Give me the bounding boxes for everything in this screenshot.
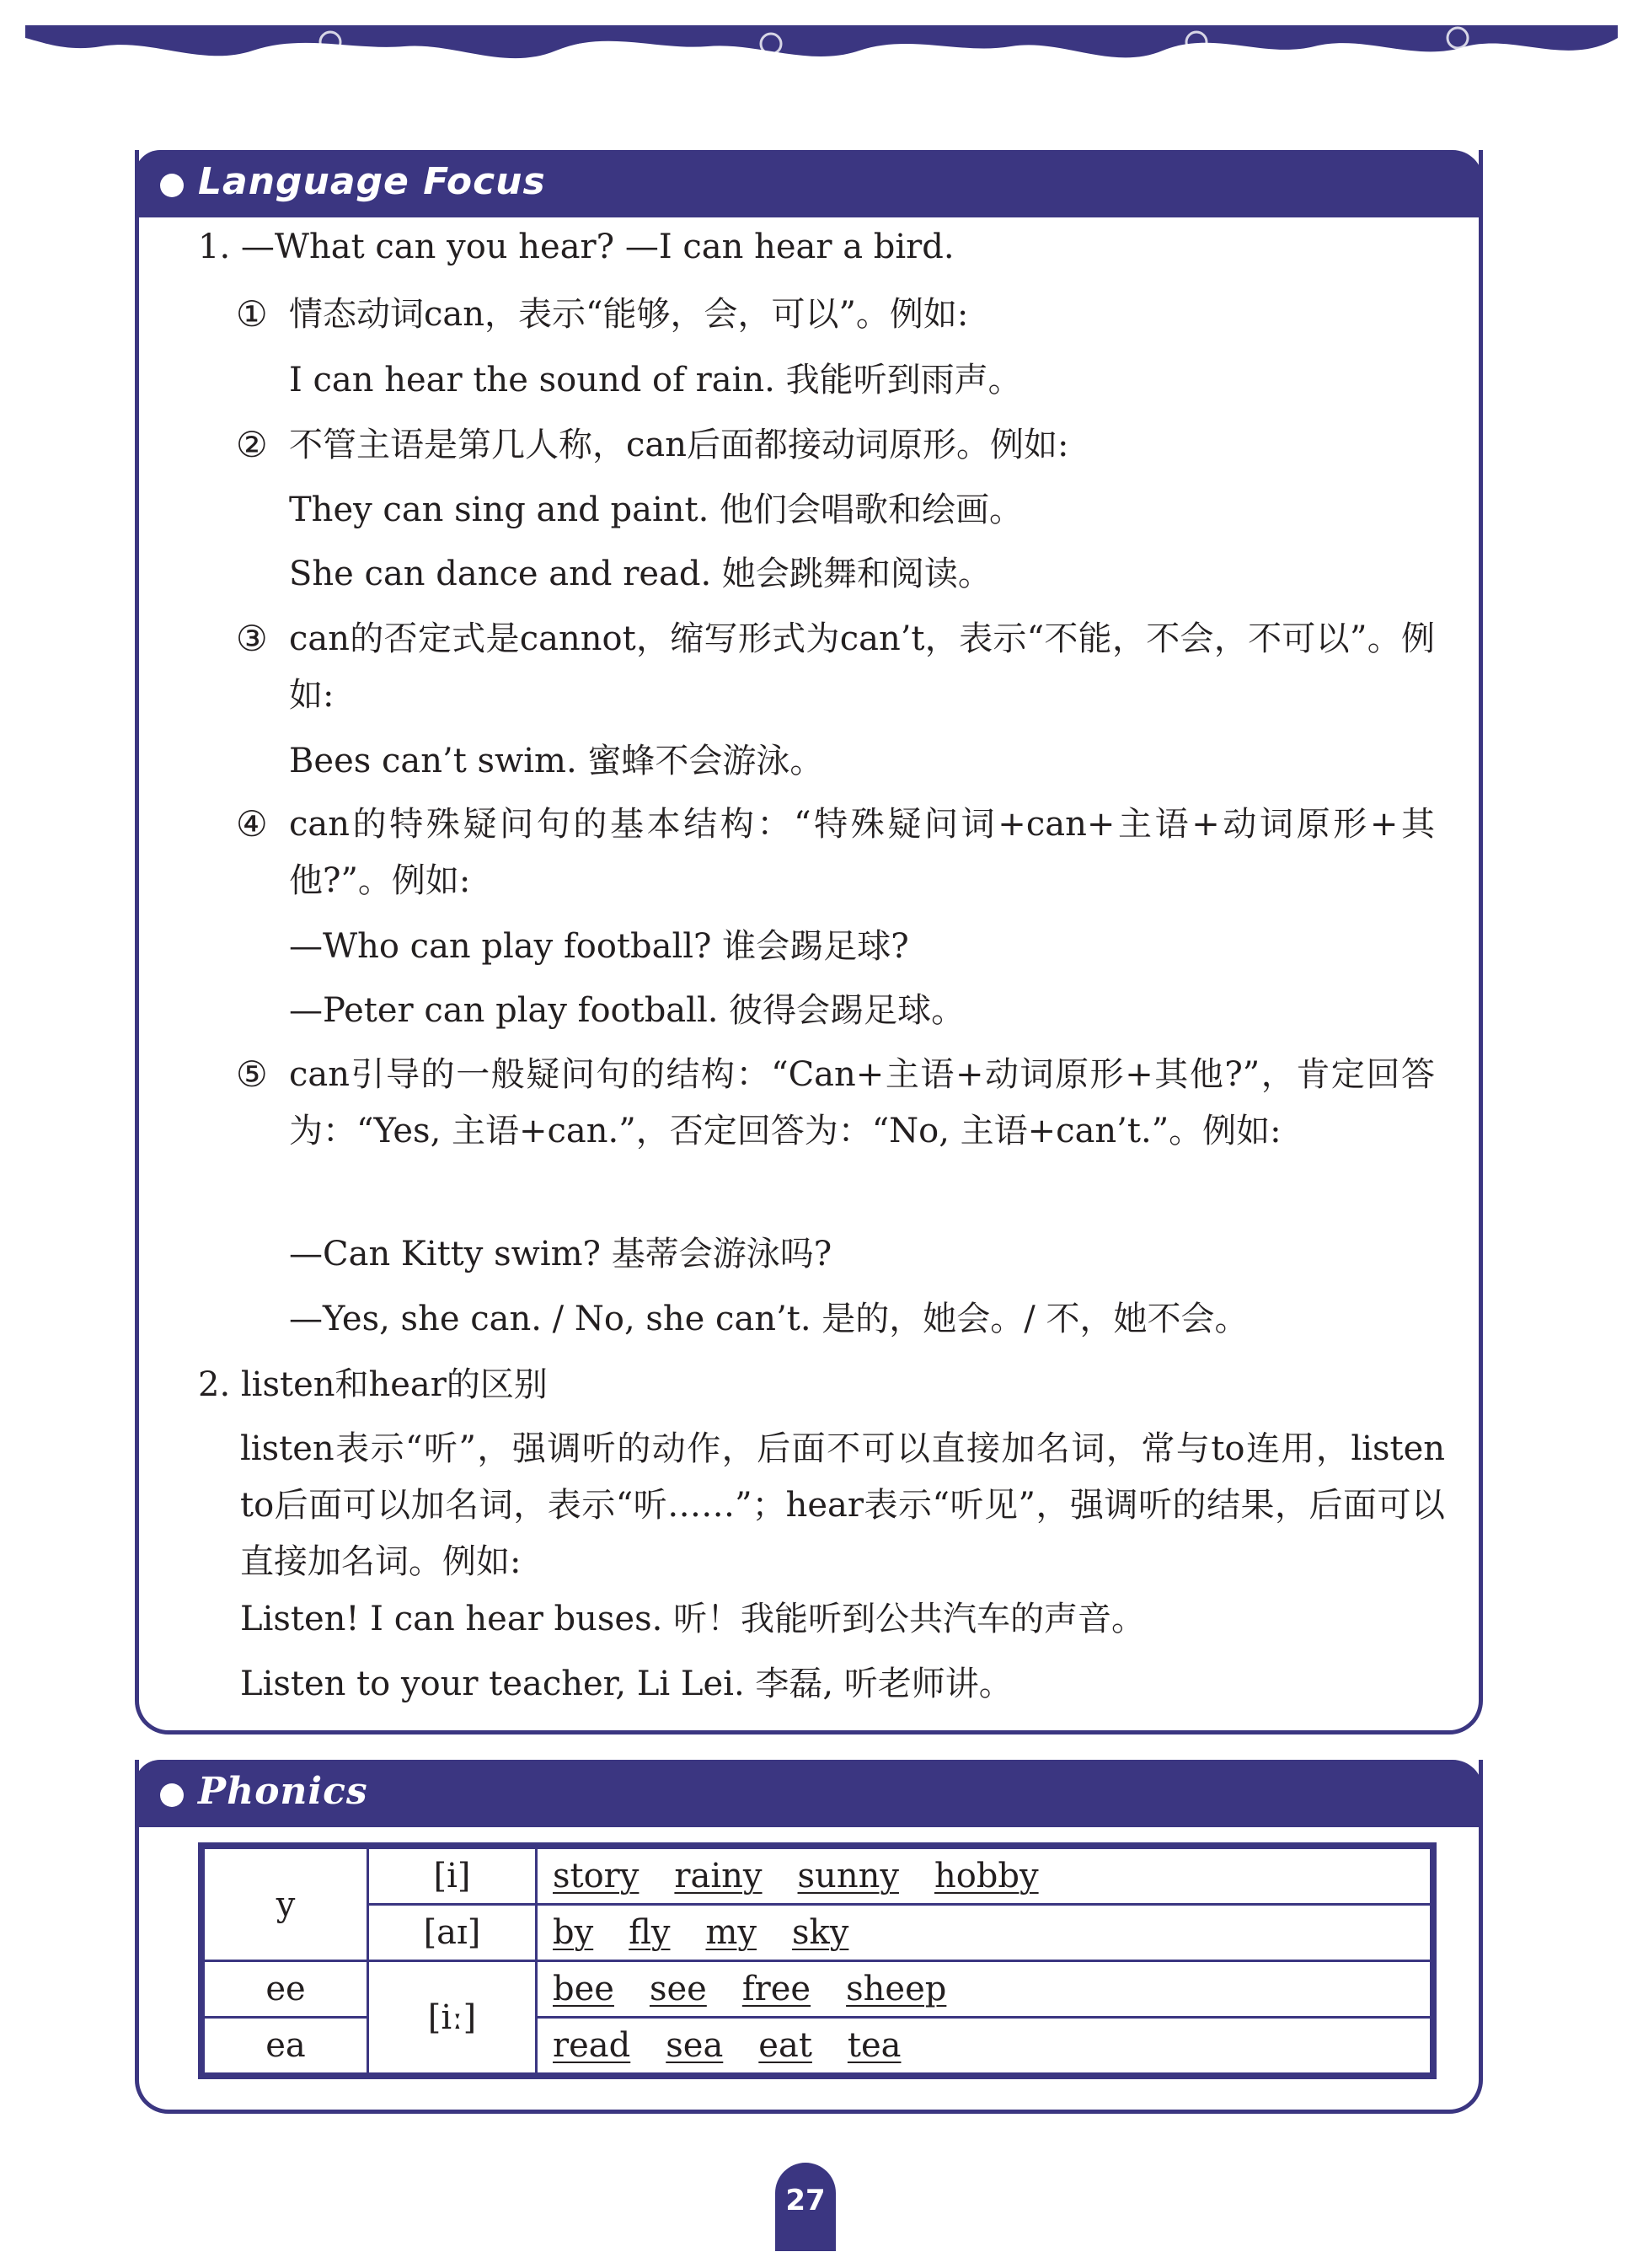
- circle-number-4: ④: [236, 803, 268, 844]
- table-row: [204, 1905, 1432, 1961]
- word: by: [553, 1913, 594, 1952]
- phonics-table: [202, 1847, 1432, 2075]
- language-focus-title: Language Focus: [198, 160, 546, 203]
- phonics-header: [135, 1760, 1483, 1827]
- sound-cell: [iː]: [368, 1961, 537, 2074]
- language-focus-header: [135, 150, 1483, 217]
- letter-cell: ee: [204, 1961, 368, 2018]
- focus-line-7: can的否定式是cannot，缩写形式为can’t，表示“不能，不会，不可以”。例如:: [289, 619, 1435, 715]
- circle-number-3: ③: [236, 618, 268, 659]
- letter-cell: ea: [204, 2018, 368, 2074]
- top-decorative-band: [0, 0, 1643, 76]
- word: free: [741, 1970, 811, 2008]
- word: sea: [666, 2026, 724, 2065]
- sound-cell: [i]: [368, 1848, 537, 1905]
- focus-line-11: —Peter can play football. 彼得会踢足球。: [289, 991, 966, 1030]
- focus-line-4: 不管主语是第几人称，can后面都接动词原形。例如:: [289, 426, 1069, 464]
- focus-line-17: Listen! I can hear buses. 听！我能听到公共汽车的声音。: [240, 1600, 1146, 1638]
- words-cell: [537, 1905, 1432, 1961]
- focus-line-10: —Who can play football? 谁会踢足球?: [289, 927, 909, 966]
- circle-number-2: ②: [236, 424, 268, 465]
- sound-cell: [aɪ]: [368, 1905, 537, 1961]
- word: sheep: [846, 1970, 947, 2008]
- word: sunny: [797, 1857, 899, 1895]
- words-cell: [537, 1961, 1432, 2018]
- phonics-panel: [135, 1760, 1483, 2114]
- bullet-dot-icon: [160, 174, 184, 197]
- language-focus-panel: [135, 150, 1483, 1735]
- word: read: [553, 2026, 631, 2065]
- focus-line-3: I can hear the sound of rain. 我能听到雨声。: [289, 361, 1022, 399]
- bullet-dot-icon: [160, 1783, 184, 1807]
- word: rainy: [674, 1857, 763, 1895]
- word: bee: [553, 1970, 614, 2008]
- focus-line-8: Bees can’t swim. 蜜蜂不会游泳。: [289, 742, 824, 780]
- word: see: [649, 1970, 707, 2008]
- word: story: [553, 1857, 640, 1895]
- phonics-title: Phonics: [198, 1770, 368, 1813]
- letter-cell: y: [204, 1848, 368, 1961]
- table-row: [204, 1848, 1432, 1905]
- focus-line-16: listen表示“听”，强调听的动作，后面不可以直接加名词，常与to连用，listen to后面可以加名词，表示“听……”；hear表示“听见”，强调听的结果，后面可以直接加名词。例如:: [240, 1429, 1445, 1581]
- circle-number-5: ⑤: [236, 1054, 268, 1095]
- page-number: 27: [775, 2163, 836, 2251]
- focus-line-2: 情态动词can，表示“能够，会，可以”。例如:: [289, 295, 969, 334]
- focus-line-13: —Can Kitty swim? 基蒂会游泳吗?: [289, 1235, 832, 1273]
- word: my: [705, 1913, 757, 1952]
- word: eat: [758, 2026, 812, 2065]
- focus-line-5: They can sing and paint. 他们会唱歌和绘画。: [289, 491, 1023, 529]
- circle-number-1: ①: [236, 293, 268, 335]
- word: fly: [629, 1913, 671, 1952]
- focus-line-14: —Yes, she can. / No, she can’t. 是的，她会。/ 不，她不会。: [289, 1300, 1249, 1338]
- focus-line-9: can的特殊疑问句的基本结构：“特殊疑问词+can+主语+动词原形+其他?”。例如:: [289, 805, 1435, 900]
- word: hobby: [934, 1857, 1039, 1895]
- focus-line-6: She can dance and read. 她会跳舞和阅读。: [289, 555, 992, 593]
- words-cell: [537, 1848, 1432, 1905]
- focus-line-18: Listen to your teacher, Li Lei. 李磊, 听老师讲。: [240, 1665, 1013, 1703]
- words-cell: [537, 2018, 1432, 2074]
- word: tea: [847, 2026, 902, 2065]
- word: sky: [792, 1913, 849, 1952]
- focus-line-12: can引导的一般疑问句的结构：“Can+主语+动词原形+其他?”，肯定回答为：“Yes, 主语+can.”，否定回答为：“No, 主语+can’t.”。例如:: [289, 1055, 1435, 1150]
- table-row: [204, 1961, 1432, 2018]
- focus-line-1: 1. —What can you hear? —I can hear a bird.: [198, 228, 955, 266]
- focus-line-15: 2. listen和hear的区别: [198, 1365, 548, 1404]
